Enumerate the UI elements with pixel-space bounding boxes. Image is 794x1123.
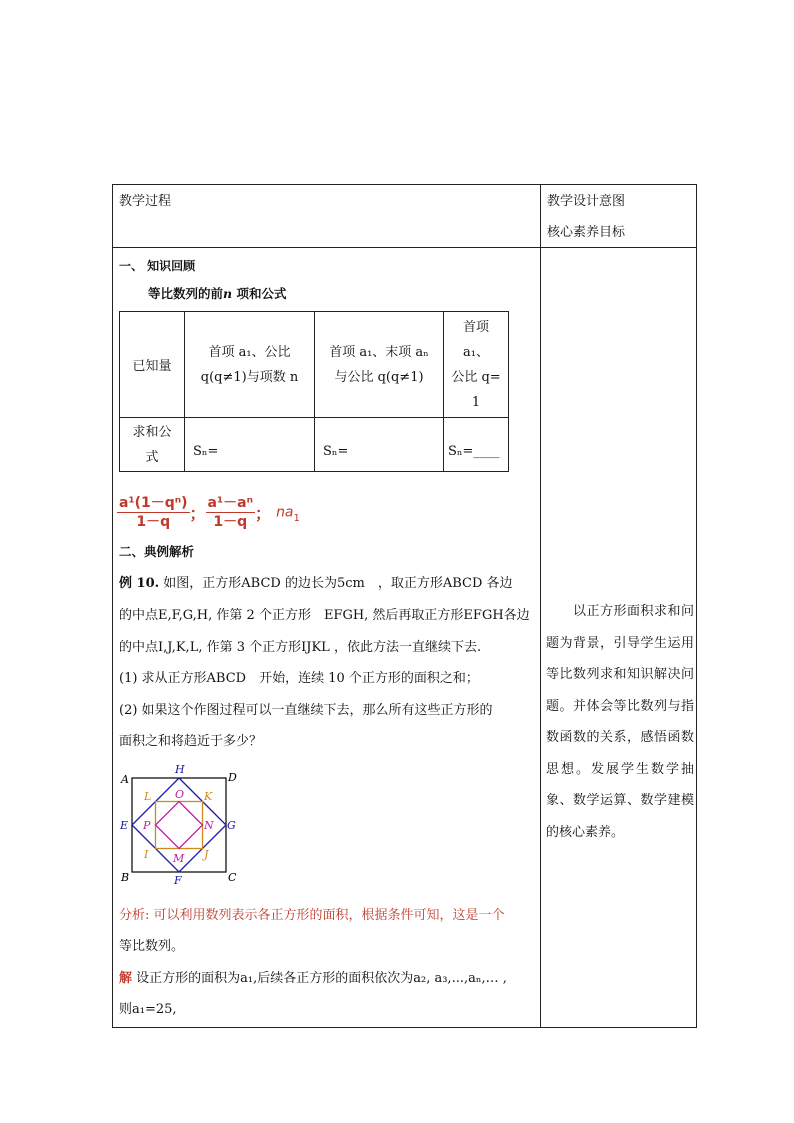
sum-cell-2: Sₙ= bbox=[315, 418, 444, 472]
label-f: F bbox=[174, 874, 182, 887]
label-g: G bbox=[227, 819, 236, 832]
square-ijkl bbox=[156, 802, 203, 849]
example-line-1: 例 10. 如图，正方形ABCD 的边长为5cm ，取正方形ABCD 各边 bbox=[119, 576, 513, 591]
subheading-pre: 等比数列的前 bbox=[148, 286, 224, 301]
known-cell-1: 首项 a₁、公比 q(q≠1)与项数 n bbox=[185, 312, 315, 418]
label-l: L bbox=[144, 790, 152, 803]
label-n: N bbox=[204, 819, 214, 832]
header-teaching-process: 教学过程 bbox=[119, 194, 172, 209]
label-m: M bbox=[173, 852, 185, 865]
solution-line-2: 则a₁=25, bbox=[119, 1002, 177, 1017]
label-j: J bbox=[204, 848, 209, 861]
analysis-line-1: 分析: 可以利用数列表示各正方形的面积，根据条件可知，这是一个 bbox=[119, 908, 505, 923]
example-label: 例 10. bbox=[119, 576, 160, 591]
example-line-2: 的中点E,F,G,H, 作第 2 个正方形 EFGH, 然后再取正方形EFGH各边 bbox=[119, 608, 530, 623]
subheading-n: n bbox=[223, 286, 233, 301]
sum-formula-table bbox=[119, 311, 509, 472]
answer-fraction-2: $\frac{\text{a¹－aⁿ}}{1-q}$ bbox=[207, 495, 253, 530]
solution-line-1: 解 设正方形的面积为a₁,后续各正方形的面积依次为a₂, a₃,...,aₙ,… , bbox=[119, 971, 507, 986]
question-2-line-1: (2) 如果这个作图过程可以一直继续下去，那么所有这些正方形的 bbox=[119, 703, 493, 718]
sum-cell-3: Sₙ=____ bbox=[444, 418, 509, 472]
answer-formulas: $\frac{\text{a¹(1－qⁿ)}}{1-q}$ ； $\frac{\text{a¹－aⁿ}}{1-q}$ ； $na_1$ bbox=[119, 495, 300, 530]
answer-third: na bbox=[276, 504, 294, 521]
label-h: H bbox=[175, 763, 185, 776]
design-intent-paragraph: 以正方形面积求和问题为背景，引导学生运用等比数列求和知识解决问题。并体会等比数列与指数函数的关系，感悟函数思想。发展学生数学抽象、数学运算、数学建模的核心素养。 bbox=[546, 604, 694, 840]
label-b: B bbox=[121, 871, 130, 884]
label-k: K bbox=[204, 790, 213, 803]
column-divider bbox=[540, 184, 541, 1028]
known-quantity-label: 已知量 bbox=[120, 312, 185, 418]
label-p: P bbox=[143, 819, 151, 832]
formula-subheading bbox=[148, 288, 286, 301]
header-divider bbox=[112, 247, 697, 248]
label-c: C bbox=[228, 871, 237, 884]
known-cell-2: 首项 a₁、末项 aₙ 与公比 q(q≠1) bbox=[315, 312, 444, 418]
label-o: O bbox=[175, 788, 185, 801]
header-design-intent: 教学设计意图 bbox=[547, 194, 626, 209]
question-1: (1) 求从正方形ABCD 开始，连续 10 个正方形的面积之和； bbox=[119, 671, 479, 686]
label-a: A bbox=[121, 773, 129, 786]
square-mnop bbox=[156, 802, 203, 849]
label-e: E bbox=[120, 819, 129, 832]
sum-cell-1: Sₙ= bbox=[185, 418, 315, 472]
label-i: I bbox=[144, 848, 149, 861]
answer-fraction-1: $\frac{\text{a¹(1－qⁿ)}}{1-q}$ bbox=[119, 495, 188, 530]
subheading-post: 项和公式 bbox=[232, 286, 287, 301]
sum-formula-label: 求和公 式 bbox=[120, 418, 185, 472]
example-line-3: 的中点I,J,K,L, 作第 3 个正方形IJKL ，依此方法一直继续下去. bbox=[119, 640, 482, 655]
header-core-literacy: 核心素养目标 bbox=[547, 225, 626, 240]
analysis-line-2: 等比数列。 bbox=[119, 939, 185, 954]
section-knowledge-review-heading: 一、 知识回顾 bbox=[119, 259, 196, 273]
label-d: D bbox=[228, 771, 237, 784]
nested-squares-figure bbox=[117, 760, 241, 888]
solution-label: 解 bbox=[119, 971, 133, 986]
known-cell-3: 首项 a₁、 公比 q= 1 bbox=[444, 312, 509, 418]
section-examples-heading: 二、典例解析 bbox=[119, 544, 195, 559]
question-2-line-2: 面积之和将趋近于多少？ bbox=[119, 734, 263, 749]
